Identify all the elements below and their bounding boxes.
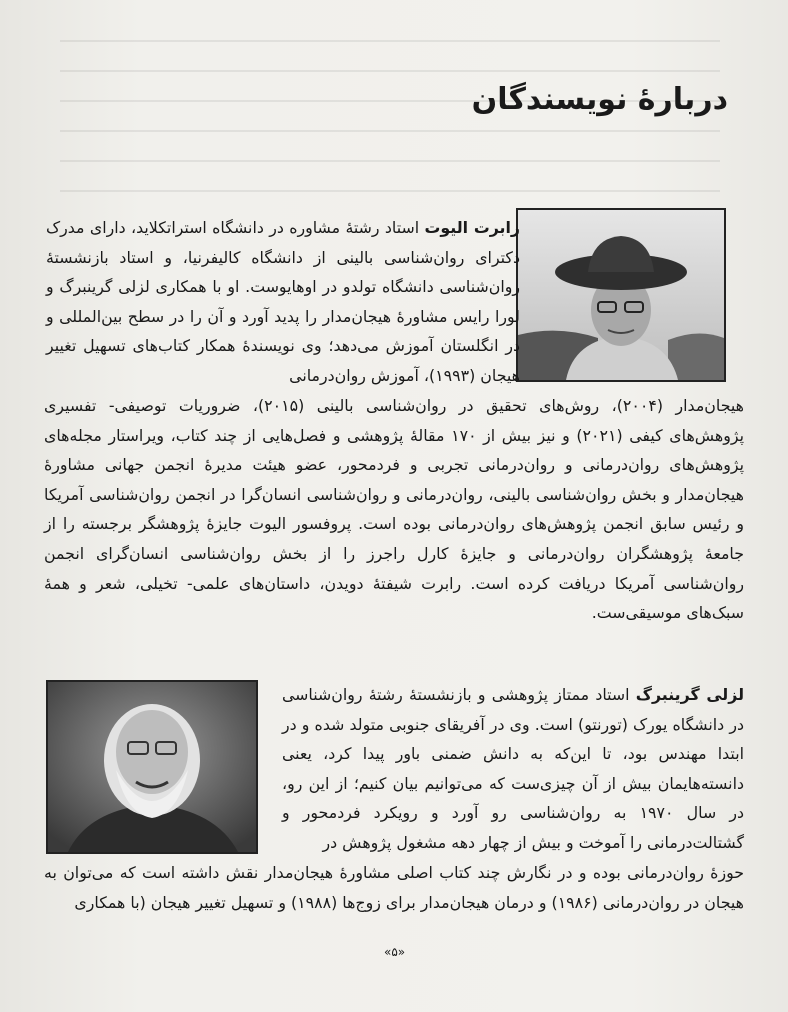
page-number: «۵»: [384, 945, 406, 959]
page-title: دربارهٔ نویسندگان: [471, 82, 728, 117]
author2-bio-beside-photo: [282, 680, 744, 858]
portrait-hat-man-image: [518, 210, 724, 380]
author-photo-robert-elliott: [516, 208, 726, 382]
author-photo-leslie-greenberg: [46, 680, 258, 854]
portrait-bearded-man-image: [48, 682, 256, 852]
bleed-through-text: [60, 40, 720, 210]
author1-bio-text-a: استاد رشتهٔ مشاوره در دانشگاه استراتکلاید، دارای مدرک دکترای روان‌شناسی بالینی از دانشگاه کالیفرنیا، و استاد بازنشستهٔ روان‌شناسی دانشگاه تولدو در اوهایوست. او با همکاری لزلی گرینبرگ و لورا رایس مشاورهٔ هیجان‌مدار را پدید آورد و آن را در سطح بین‌المللی و در انگلستان آموزش می‌دهد؛ وی نویسندهٔ همکار کتاب‌های تسهیل تغییر هیجان (۱۹۹۳)، آموزش روان‌درمانی: [46, 218, 520, 385]
author2-bio-full-width: حوزهٔ روان‌درمانی بوده و در نگارش چند کتاب اصلی مشاورهٔ هیجان‌مدار نقش داشته است که می‌توان به هیجان در روان‌درمانی (۱۹۸۶) و درمان هیجان‌مدار برای زوج‌ها (۱۹۸۸) و تسهیل تغییر هیجان (با همکاری: [44, 863, 744, 912]
author1-bio-beside-photo: [46, 213, 520, 391]
author1-bio-full-width: هیجان‌مدار (۲۰۰۴)، روش‌های تحقیق در روان‌شناسی بالینی (۲۰۱۵)، ضروریات توصیفی- تفسیری پژوهش‌های کیفی (۲۰۲۱) و نیز بیش از ۱۷۰ مقالهٔ پژوهشی و فصل‌هایی از چند کتاب، ویراستار مجله‌های پژوهش‌های روان‌درمانی و روان‌درمانی تجربی و فردمحور، عضو هیئت مدیرهٔ انجمن جهانی مشاورهٔ هیجان‌مدار و بخش روان‌شناسی بالینی، روان‌درمانی و روان‌شناسی انسان‌گرا در انجمن روان‌شناسی آمریکا و رئیس سابق انجمن پژوهش‌های روان‌درمانی بوده است. پروفسور الیوت جایزهٔ پژوهشگر برجسته را از جامعهٔ پژوهشگران روان‌درمانی و جایزهٔ کارل راجرز را از بخش روان‌شناسی انسان‌گرای انجمن روان‌شناسی آمریکا دریافت کرده است. رابرت شیفتهٔ دویدن، داستان‌های علمی- تخیلی، شعر و همهٔ سبک‌های موسیقی‌ست.: [44, 396, 744, 623]
author2-name: لزلی گرینبرگ: [635, 685, 744, 704]
author1-name: رابرت الیوت: [424, 218, 520, 237]
author2-bio-text-a: استاد ممتاز پژوهشی و بازنشستهٔ رشتهٔ روان‌شناسی در دانشگاه یورک (تورنتو) است. وی در آفریقای جنوبی متولد شده و در ابتدا مهندس بود، تا این‌که به دانش ضمنی باور پیدا کرد، یعنی دانسته‌هایمان بیش از آن چیزی‌ست که می‌توانیم بیان کنیم؛ از این رو، در سال ۱۹۷۰ به روان‌شناسی رو آورد و رویکرد فردمحور و گشتالت‌درمانی را آموخت و بیش از چهار دهه مشغول پژوهش در: [282, 685, 744, 852]
